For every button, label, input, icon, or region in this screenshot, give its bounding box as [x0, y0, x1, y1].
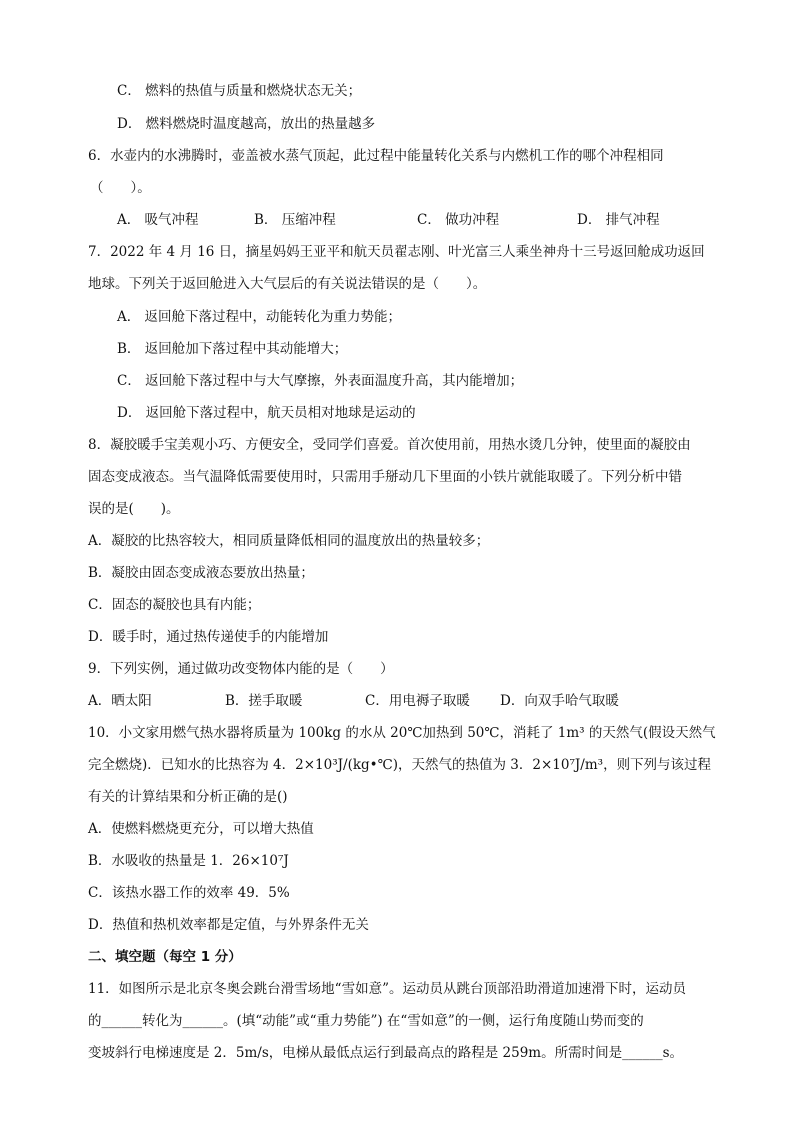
- q8-option-b: B．凝胶由固态变成液态要放出热量；: [88, 565, 314, 581]
- question-6-options: [117, 210, 660, 230]
- q8-option-a: A．凝胶的比热容较大，相同质量降低相同的温度放出的热量较多；: [88, 533, 490, 549]
- q10-option-a: A．使燃料燃烧更充分，可以增大热值: [88, 821, 314, 837]
- question-8-stem-2: 固态变成液态。当气温降低需要使用时，只需用手掰动几下里面的小铁片就能取暖了。下列分析中错: [88, 469, 682, 485]
- question-10-stem-1: 10．小文家用燃气热水器将质量为 100kg 的水从 20℃加热到 50℃，消耗了 1m³ 的天然气(假设天然气: [88, 725, 716, 741]
- question-7-stem-1: 7．2022 年 4 月 16 日，摘星妈妈王亚平和航天员翟志刚、叶光富三人乘坐神舟十三号返回舱成功返回: [88, 244, 705, 260]
- question-6-stem: 6．水壶内的水沸腾时，壶盖被水蒸气顶起，此过程中能量转化关系与内燃机工作的哪个冲程相同: [88, 148, 664, 164]
- question-11-stem-1: 11．如图所示是北京冬奥会跳台滑雪场地“雪如意”。运动员从跳台顶部沿助滑道加速滑下时，运动员: [88, 981, 686, 997]
- q8-option-d: D．暖手时，通过热传递使手的内能增加: [88, 629, 329, 645]
- section-heading-fill-in: 二、填空题（每空 1 分）: [88, 949, 242, 965]
- option-d-fuel: D． 燃料燃烧时温度越高，放出的热量越多: [117, 116, 376, 132]
- question-11-stem-3: 变坡斜行电梯速度是 2．5m/s，电梯从最低点运行到最高点的路程是 259m。所需时间是______s。: [88, 1045, 684, 1061]
- q7-option-a: A． 返回舱下落过程中，动能转化为重力势能；: [117, 309, 402, 325]
- q10-option-c: C．该热水器工作的效率 49．5%: [88, 885, 290, 901]
- question-10-stem-3: 有关的计算结果和分析正确的是(): [88, 789, 288, 805]
- q6-option-b: B． 压缩冲程: [254, 212, 336, 228]
- q7-option-d: D． 返回舱下落过程中，航天员相对地球是运动的: [117, 405, 416, 421]
- question-6-blank: （ ）。: [90, 180, 151, 196]
- q9-option-b: B．搓手取暖: [225, 693, 303, 709]
- question-10-stem-2: 完全燃烧)．已知水的比热容为 4．2×10³J/(kg•℃)，天然气的热值为 3．2×10⁷J/m³，则下列与该过程: [88, 757, 712, 773]
- q9-option-c: C．用电褥子取暖: [365, 693, 470, 709]
- q9-option-a: A．晒太阳: [88, 693, 152, 709]
- q9-option-d: D．向双手哈气取暖: [500, 693, 619, 709]
- q10-option-d: D．热值和热机效率都是定值，与外界条件无关: [88, 917, 369, 933]
- q8-option-c: C．固态的凝胶也具有内能；: [88, 597, 261, 613]
- q6-option-c: C． 做功冲程: [417, 212, 500, 228]
- question-7-stem-2: 地球。下列关于返回舱进入大气层后的有关说法错误的是（ ）。: [88, 276, 487, 292]
- q7-option-c: C． 返回舱下落过程中与大气摩擦，外表面温度升高，其内能增加；: [117, 373, 524, 389]
- option-c-fuel: C． 燃料的热值与质量和燃烧状态无关；: [117, 83, 362, 99]
- question-9-options: [88, 691, 619, 711]
- q10-option-b: B．水吸收的热量是 1．26×10⁷J: [88, 853, 289, 869]
- question-8-stem-3: 误的是( )。: [88, 501, 180, 517]
- question-8-stem-1: 8．凝胶暖手宝美观小巧、方便安全，受同学们喜爱。首次使用前，用热水烫几分钟，使里面的凝胶由: [88, 437, 691, 453]
- q7-option-b: B． 返回舱加下落过程中其动能增大；: [117, 341, 348, 357]
- q6-option-a: A． 吸气冲程: [117, 212, 199, 228]
- question-9-stem: 9．下列实例，通过做功改变物体内能的是（ ）: [88, 661, 394, 677]
- q6-option-d: D． 排气冲程: [577, 212, 660, 228]
- question-11-stem-2: 的______转化为______。(填“动能”或“重力势能”) 在“雪如意”的一侧，运行角度随山势而变的: [88, 1013, 644, 1029]
